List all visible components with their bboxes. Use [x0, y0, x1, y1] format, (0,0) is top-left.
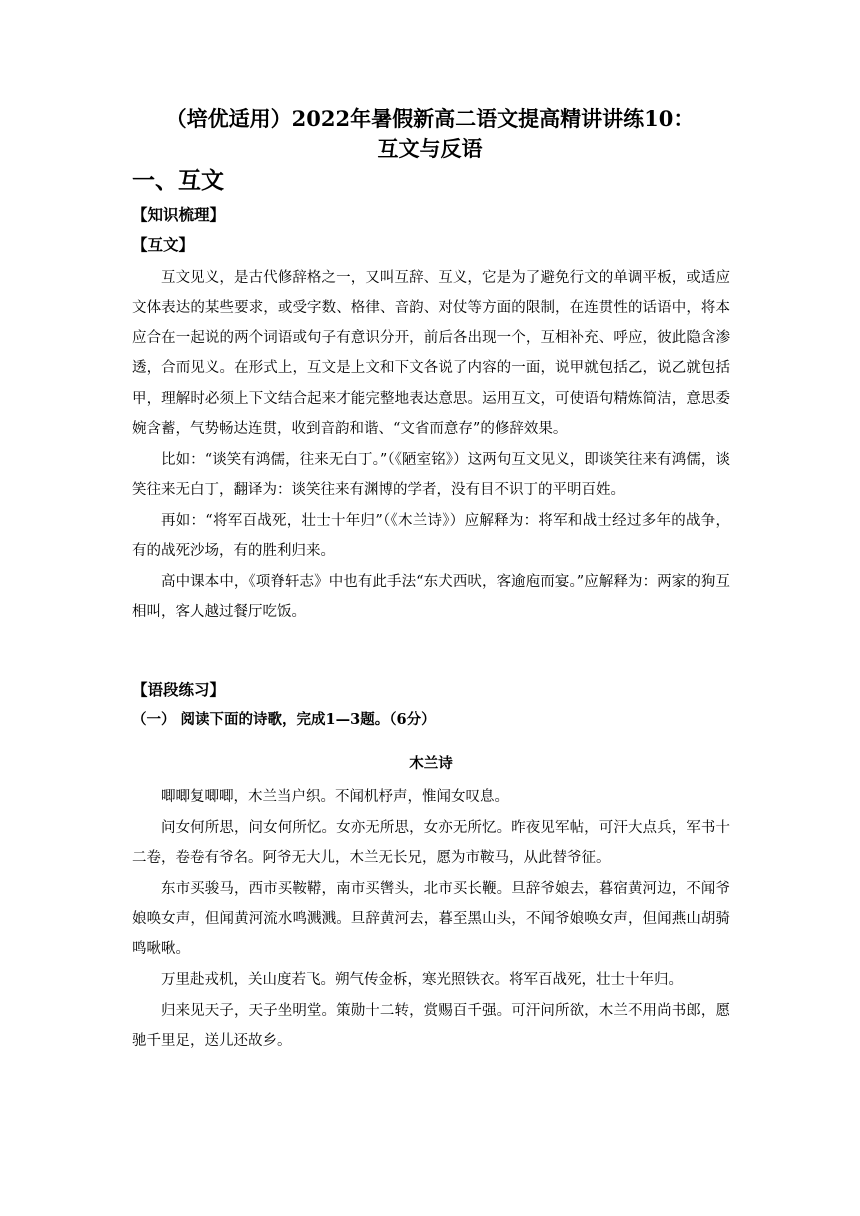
poem-title: 木兰诗	[409, 755, 453, 772]
doc-title-line1: （培优适用）2022年暑假新高二语文提高精讲讲练10：	[165, 106, 695, 131]
poem-stanza: 唧唧复唧唧，木兰当户织。不闻机杼声，惟闻女叹息。	[161, 788, 509, 805]
knowledge-heading: 【知识梳理】	[132, 205, 226, 224]
poem-stanza: 问女何所思，问女何所忆。女亦无所思，女亦无所忆。昨夜见军帖，可汗大点兵，军书十二卷，卷卷有爷名。阿爷无大儿，木兰无长兄，愿为市鞍马，从此替爷征。	[132, 819, 730, 866]
huwen-subheading: 【互文】	[132, 235, 195, 254]
paragraph-example-1: 比如：“谈笑有鸿儒，往来无白丁。”（《陋室铭》）这两句互文见义，即谈笑往来有鸿儒，谈笑往来无白丁，翻译为：谈笑往来有渊博的学者，没有目不识丁的平明百姓。	[132, 451, 730, 498]
doc-title-line2: 互文与反语	[377, 136, 483, 161]
practice-heading: 【语段练习】	[132, 680, 226, 699]
paragraph-example-3: 高中课本中，《项脊轩志》中也有此手法“东犬西吠，客逾庖而宴。”应解释为：两家的狗互相叫，客人越过餐厅吃饭。	[132, 573, 730, 620]
poem-stanza: 归来见天子，天子坐明堂。策勋十二转，赏赐百千强。可汗问所欲，木兰不用尚书郎，愿驰千里足，送儿还故乡。	[132, 1002, 730, 1049]
paragraph-example-2: 再如：“将军百战死，壮士十年归”（《木兰诗》）应解释为：将军和战士经过多年的战争，有的战死沙场，有的胜利归来。	[132, 512, 730, 559]
question-heading: （一） 阅读下面的诗歌，完成1—3题。（6分）	[132, 711, 436, 728]
section-heading-huwen: 一、互文	[132, 167, 224, 194]
poem-stanza: 万里赴戎机，关山度若飞。朔气传金柝，寒光照铁衣。将军百战死，壮士十年归。	[161, 971, 683, 988]
poem-stanza: 东市买骏马，西市买鞍鞯，南市买辔头，北市买长鞭。旦辞爷娘去，暮宿黄河边，不闻爷娘唤女声，但闻黄河流水鸣溅溅。旦辞黄河去，暮至黑山头，不闻爷娘唤女声，但闻燕山胡骑鸣啾啾。	[132, 880, 730, 958]
paragraph-definition: 互文见义，是古代修辞格之一，又叫互辞、互义，它是为了避免行文的单调平板，或适应文体表达的某些要求，或受字数、格律、音韵、对仗等方面的限制，在连贯性的话语中，将本应合在一起说的两个词语或句子有意识分开，前后各出现一个，互相补充、呼应，彼此隐含渗透，合而见义。在形式上，互文是上文和下文各说了内容的一面，说甲就包括乙，说乙就包括甲，理解时必须上下文结合起来才能完整地表达意思。运用互文，可使语句精炼简洁，意思委婉含蓄，气势畅达连贯，收到音韵和谐、“文省而意存”的修辞效果。	[132, 269, 730, 437]
